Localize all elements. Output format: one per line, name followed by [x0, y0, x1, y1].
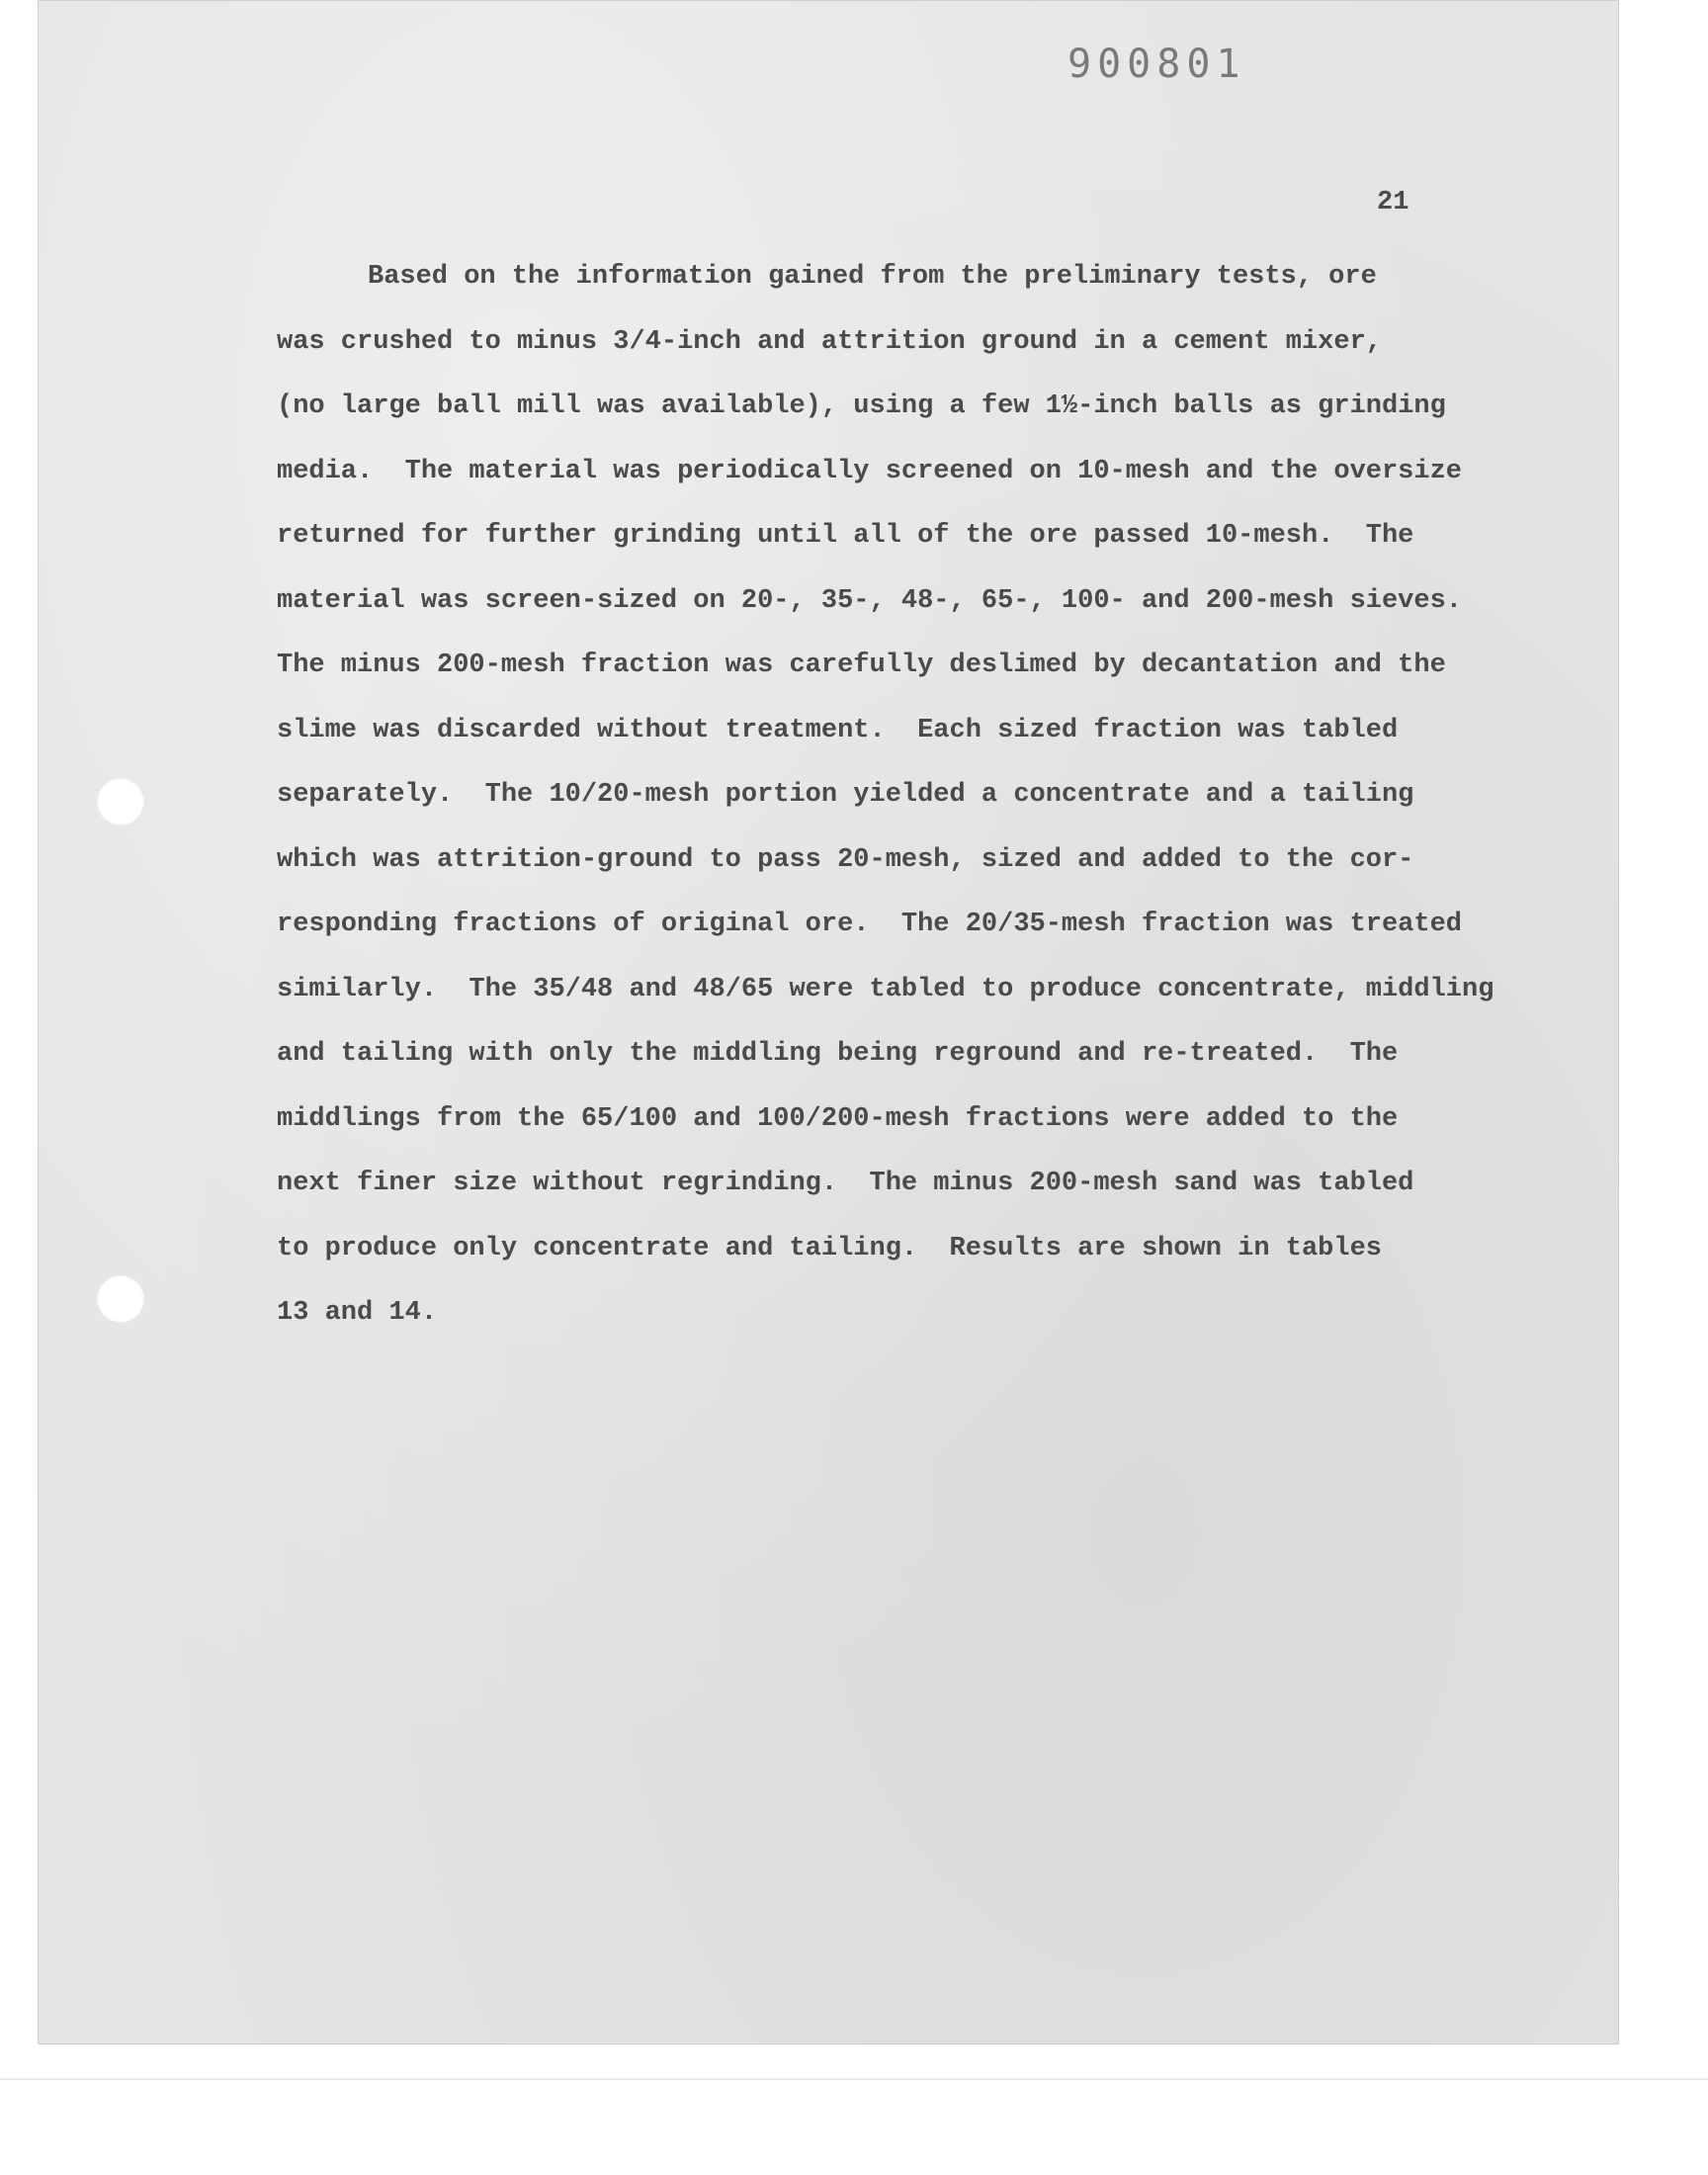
punch-hole: [97, 1275, 144, 1323]
text-line: similarly. The 35/48 and 48/65 were tabled to produce concentrate, middling: [277, 974, 1494, 1004]
text-line: returned for further grinding until all of the ore passed 10-mesh. The: [277, 521, 1414, 551]
page-number: 21: [1377, 188, 1409, 218]
body-paragraph: [277, 245, 1562, 1347]
text-line: next finer size without regrinding. The minus 200-mesh sand was tabled: [277, 1169, 1414, 1198]
text-line: slime was discarded without treatment. Each sized fraction was tabled: [277, 715, 1399, 745]
text-line: middlings from the 65/100 and 100/200-mesh fractions were added to the: [277, 1103, 1399, 1134]
text-line: (no large ball mill was available), using a few 1½-inch balls as grinding: [277, 392, 1446, 421]
text-line: which was attrition-ground to pass 20-mesh, sized and added to the cor-: [277, 844, 1414, 875]
punch-hole: [97, 778, 144, 826]
text-line: was crushed to minus 3/4-inch and attrition ground in a cement mixer,: [277, 326, 1382, 357]
text-line: media. The material was periodically screened on 10-mesh and the oversize: [277, 456, 1462, 486]
document-stamp-number: 900801: [1068, 42, 1246, 87]
text-line: Based on the information gained from the preliminary tests, ore: [368, 262, 1377, 292]
text-line: separately. The 10/20-mesh portion yielded a concentrate and a tailing: [277, 780, 1414, 810]
text-line: The minus 200-mesh fraction was carefully deslimed by decantation and the: [277, 651, 1446, 680]
text-line: 13 and 14.: [277, 1298, 438, 1328]
page-edge: [0, 2078, 1708, 2080]
text-line: material was screen-sized on 20-, 35-, 48-, 65-, 100- and 200-mesh sieves.: [277, 585, 1462, 616]
text-line: and tailing with only the middling being reground and re-treated. The: [277, 1039, 1399, 1069]
text-line: responding fractions of original ore. The 20/35-mesh fraction was treated: [277, 910, 1462, 939]
text-line: to produce only concentrate and tailing. Results are shown in tables: [277, 1233, 1382, 1263]
